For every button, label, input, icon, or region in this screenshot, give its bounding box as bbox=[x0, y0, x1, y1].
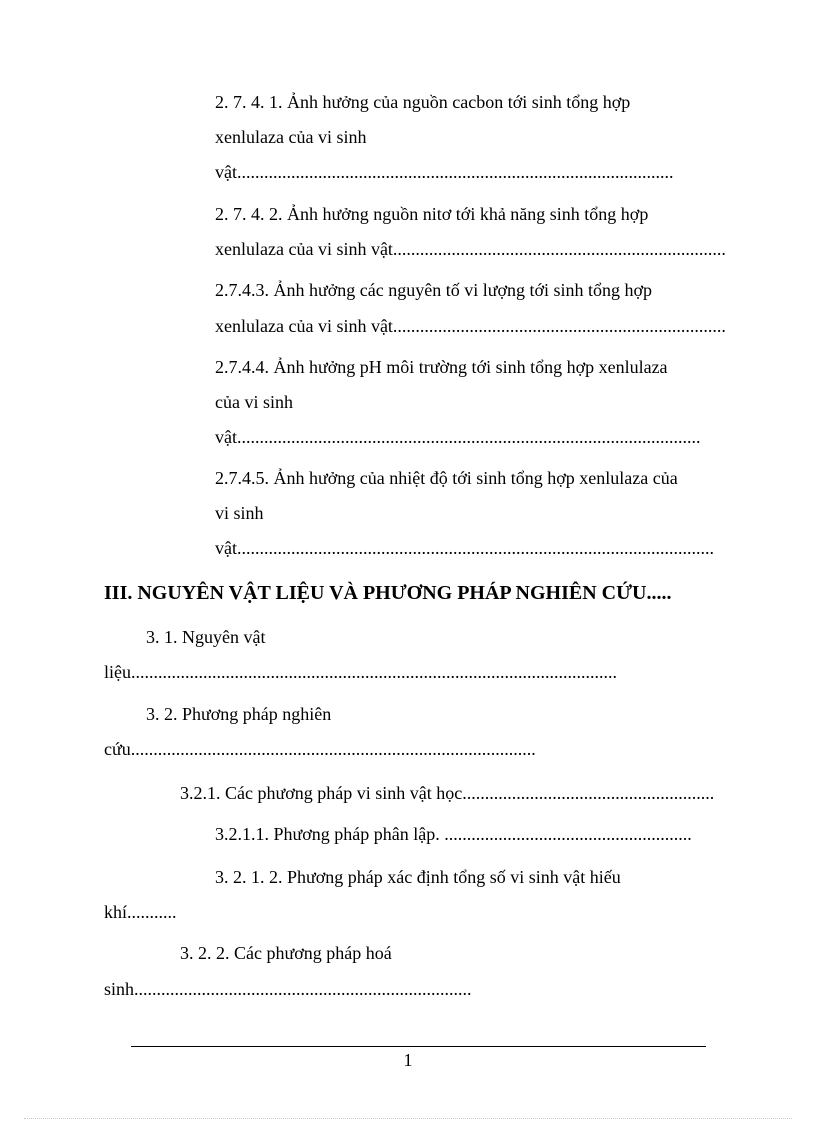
toc-entry-3-1-line-1: 3. 1. Nguyên vật bbox=[146, 627, 266, 647]
toc-entry-3-2-1-1: 3.2.1.1. Phương pháp phân lập. ....................................................... bbox=[215, 824, 692, 844]
toc-entry-2-7-4-1-line-2: xenlulaza của vi sinh bbox=[215, 127, 367, 147]
toc-entry-2-7-4-2-line-1: 2. 7. 4. 2. Ảnh hưởng nguồn nitơ tới khả năng sinh tổng hợp bbox=[215, 204, 649, 224]
page-number: 1 bbox=[403, 1050, 413, 1070]
section-heading: III. NGUYÊN VẬT LIỆU VÀ PHƯƠNG PHÁP NGHIÊN CỨU..... bbox=[104, 582, 672, 604]
toc-entry-3-2-2-line-1: 3. 2. 2. Các phương pháp hoá bbox=[180, 943, 392, 963]
toc-entry-3-2-1-2-line-2: khí........... bbox=[104, 902, 177, 922]
toc-entry-2-7-4-4-line-3: vật....................................................................................................... bbox=[215, 427, 701, 447]
toc-entry-3-2-line-1: 3. 2. Phương pháp nghiên bbox=[146, 704, 332, 724]
toc-entry-2-7-4-5-line-1: 2.7.4.5. Ảnh hưởng của nhiệt độ tới sinh tổng hợp xenlulaza của bbox=[215, 468, 678, 488]
toc-entry-2-7-4-1-line-3: vật................................................................................................. bbox=[215, 162, 674, 182]
toc-entry-2-7-4-1-line-1: 2. 7. 4. 1. Ảnh hưởng của nguồn cacbon tới sinh tổng hợp bbox=[215, 92, 631, 112]
toc-entry-2-7-4-5-line-3: vật.......................................................................................................... bbox=[215, 538, 714, 558]
toc-entry-3-2-2-line-2: sinh........................................................................... bbox=[104, 979, 472, 999]
toc-entry-2-7-4-3-line-1: 2.7.4.3. Ảnh hưởng các nguyên tố vi lượng tới sinh tổng hợp bbox=[215, 280, 653, 300]
toc-entry-2-7-4-4-line-1: 2.7.4.4. Ảnh hưởng pH môi trường tới sinh tổng hợp xenlulaza bbox=[215, 357, 668, 377]
toc-entry-3-2-line-2: cứu.......................................................................................... bbox=[104, 739, 536, 759]
page-edge-dots bbox=[24, 1118, 792, 1119]
toc-entry-3-2-1: 3.2.1. Các phương pháp vi sinh vật học........................................................ bbox=[180, 783, 715, 803]
toc-entry-2-7-4-2-line-2: xenlulaza của vi sinh vật.......................................................................... bbox=[215, 239, 726, 259]
footer-rule bbox=[131, 1046, 706, 1047]
toc-entry-3-1-line-2: liệu............................................................................................................ bbox=[104, 662, 617, 682]
toc-entry-3-2-1-2-line-1: 3. 2. 1. 2. Phương pháp xác định tổng số vi sinh vật hiếu bbox=[215, 867, 621, 887]
toc-entry-2-7-4-4-line-2: của vi sinh bbox=[215, 392, 293, 412]
toc-entry-2-7-4-3-line-2: xenlulaza của vi sinh vật.......................................................................... bbox=[215, 316, 726, 336]
toc-entry-2-7-4-5-line-2: vi sinh bbox=[215, 503, 264, 523]
